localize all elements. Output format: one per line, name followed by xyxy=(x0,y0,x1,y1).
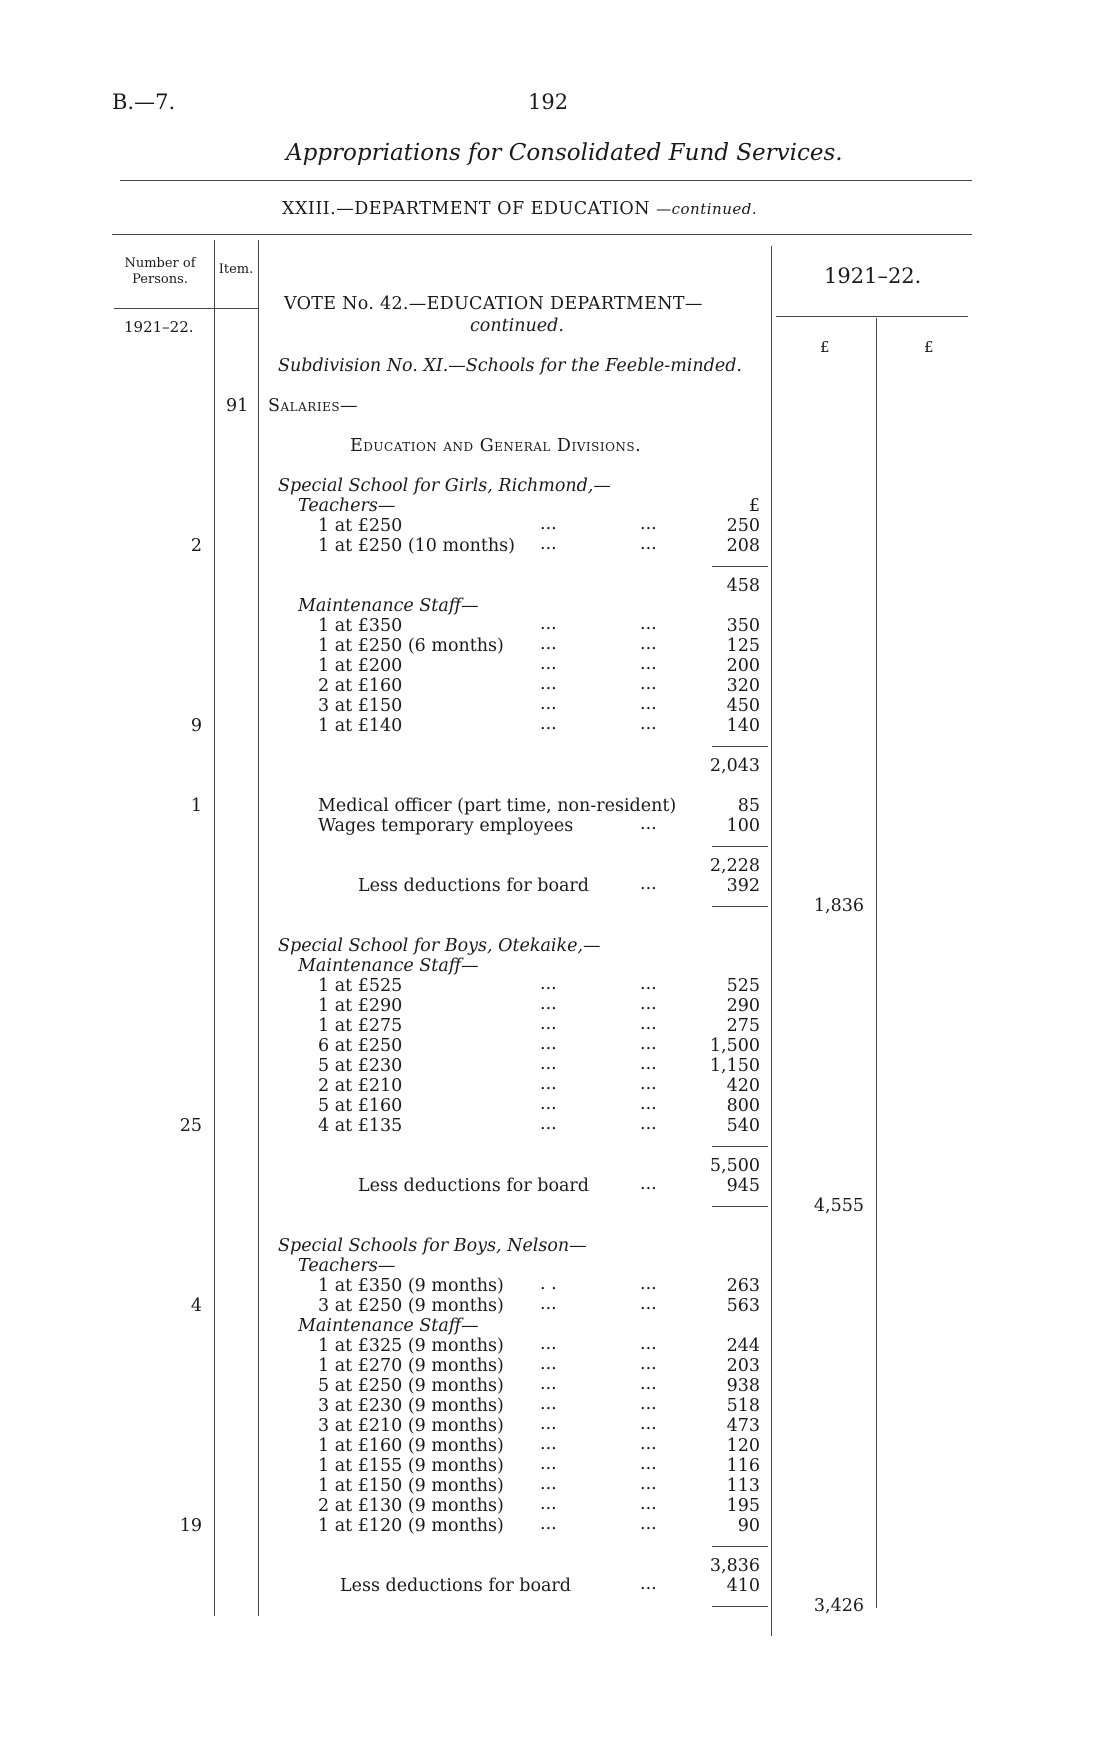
girls-net: 1,836 xyxy=(813,896,864,916)
sum-rule xyxy=(712,746,768,747)
otekaike-maint-desc: 1 at £290 xyxy=(318,996,403,1016)
otekaike-less-amount: 945 xyxy=(726,1176,760,1196)
table-top-rule xyxy=(112,234,972,235)
dots: ... xyxy=(640,1034,657,1054)
girls-wages-amount: 100 xyxy=(726,816,760,836)
girls-medical-persons: 1 xyxy=(190,796,202,816)
dots: ... xyxy=(640,1374,657,1394)
nelson-maint-desc: 1 at £160 (9 months) xyxy=(318,1436,504,1456)
nelson-maint-amount: 203 xyxy=(726,1356,760,1376)
otekaike-maint-desc: 1 at £525 xyxy=(318,976,403,996)
sum-rule xyxy=(712,1146,768,1147)
dots: ... xyxy=(540,534,557,554)
dots: ... xyxy=(540,1114,557,1134)
dots: ... xyxy=(640,1514,657,1534)
girls-maint-desc: 1 at £350 xyxy=(318,616,403,636)
otekaike-maint-amount: 540 xyxy=(726,1116,760,1136)
dots: ... xyxy=(640,1054,657,1074)
dots: ... xyxy=(540,994,557,1014)
girls-maint-desc: 1 at £200 xyxy=(318,656,403,676)
otekaike-maint-desc: 4 at £135 xyxy=(318,1116,403,1136)
dots: ... xyxy=(640,974,657,994)
header-persons-year: 1921–22. xyxy=(124,318,194,336)
page-code: B.—7. xyxy=(112,90,176,114)
otekaike-maint-desc: 1 at £275 xyxy=(318,1016,403,1036)
girls-subtotal: 2,043 xyxy=(709,756,760,776)
dots: ... xyxy=(640,1574,657,1594)
department-name: XXIII.—DEPARTMENT OF EDUCATION xyxy=(282,199,651,219)
sum-rule xyxy=(712,846,768,847)
girls-maint-amount: 125 xyxy=(726,636,760,656)
girls-maint-amount: 320 xyxy=(726,676,760,696)
dots: ... xyxy=(640,1414,657,1434)
dots: ... xyxy=(640,1174,657,1194)
nelson-teacher-amount: 563 xyxy=(726,1296,760,1316)
department-suffix: —continued. xyxy=(656,200,758,218)
otekaike-maintenance-label: Maintenance Staff— xyxy=(298,956,479,976)
nelson-net: 3,426 xyxy=(813,1596,864,1616)
dots: ... xyxy=(540,674,557,694)
nelson-total: 3,836 xyxy=(709,1556,760,1576)
otekaike-maint-amount: 275 xyxy=(726,1016,760,1036)
nelson-less-desc: Less deductions for board xyxy=(340,1576,571,1596)
girls-maint-desc: 3 at £150 xyxy=(318,696,403,716)
dots: ... xyxy=(540,634,557,654)
nelson-maintenance-label: Maintenance Staff— xyxy=(298,1316,479,1336)
otekaike-maint-amount: 290 xyxy=(726,996,760,1016)
sum-rule xyxy=(712,906,768,907)
dots: ... xyxy=(540,1434,557,1454)
otekaike-maint-desc: 5 at £230 xyxy=(318,1056,403,1076)
vote-continued: continued. xyxy=(470,316,564,336)
girls-maintenance-label: Maintenance Staff— xyxy=(298,596,479,616)
salaries-label: Salaries— xyxy=(268,396,359,416)
dots: ... xyxy=(640,1334,657,1354)
dots: ... xyxy=(540,1454,557,1474)
dots: ... xyxy=(640,994,657,1014)
sum-rule xyxy=(712,566,768,567)
girls-medical-amount: 85 xyxy=(737,796,760,816)
dots: ... xyxy=(540,1394,557,1414)
nelson-maint-desc: 1 at £120 (9 months) xyxy=(318,1516,504,1536)
dots: ... xyxy=(640,674,657,694)
header-year: 1921–22. xyxy=(824,264,922,288)
nelson-maint-amount: 113 xyxy=(726,1476,760,1496)
dots: ... xyxy=(540,1374,557,1394)
nelson-maint-amount: 120 xyxy=(726,1436,760,1456)
sum-rule xyxy=(712,1546,768,1547)
nelson-maint-amount: 244 xyxy=(726,1336,760,1356)
dots: ... xyxy=(640,534,657,554)
dots: ... xyxy=(640,714,657,734)
nelson-teachers-label: Teachers— xyxy=(298,1256,396,1276)
nelson-maint-amount: 518 xyxy=(726,1396,760,1416)
girls-teacher-desc: 1 at £250 xyxy=(318,516,403,536)
otekaike-maint-amount: 1,500 xyxy=(709,1036,760,1056)
dots: ... xyxy=(640,814,657,834)
nelson-heading: Special Schools for Boys, Nelson— xyxy=(278,1236,587,1256)
girls-medical-desc: Medical officer (part time, non-resident) xyxy=(318,796,677,816)
girls-maint-amount: 140 xyxy=(726,716,760,736)
nelson-maint-desc: 1 at £270 (9 months) xyxy=(318,1356,504,1376)
dots: ... xyxy=(540,714,557,734)
nelson-teacher-desc: 3 at £250 (9 months) xyxy=(318,1296,504,1316)
girls-maint-desc: 1 at £140 xyxy=(318,716,403,736)
dots: ... xyxy=(640,1014,657,1034)
girls-less-desc: Less deductions for board xyxy=(358,876,589,896)
dots: ... xyxy=(540,1494,557,1514)
otekaike-maint-desc: 6 at £250 xyxy=(318,1036,403,1056)
dots: ... xyxy=(540,1054,557,1074)
otekaike-maint-amount: 800 xyxy=(726,1096,760,1116)
girls-maint-amount: 450 xyxy=(726,696,760,716)
girls-maint-desc: 2 at £160 xyxy=(318,676,403,696)
col-divider-persons xyxy=(214,240,215,1616)
dots: ... xyxy=(640,1294,657,1314)
girls-teachers-label: Teachers— xyxy=(298,496,396,516)
dots: ... xyxy=(540,1354,557,1374)
girls-less-amount: 392 xyxy=(726,876,760,896)
dots: ... xyxy=(640,1354,657,1374)
nelson-less-amount: 410 xyxy=(726,1576,760,1596)
col-divider-subtotal xyxy=(876,318,877,1608)
header-pound-2: £ xyxy=(924,338,934,356)
year-header-rule xyxy=(776,316,968,317)
otekaike-maint-desc: 5 at £160 xyxy=(318,1096,403,1116)
otekaike-maint-amount: 1,150 xyxy=(709,1056,760,1076)
dots: ... xyxy=(540,514,557,534)
divisions-label: Education and General Divisions. xyxy=(350,436,642,456)
nelson-maint-desc: 1 at £325 (9 months) xyxy=(318,1336,504,1356)
dots: ... xyxy=(640,1094,657,1114)
dots: ... xyxy=(540,1074,557,1094)
nelson-maint-amount: 473 xyxy=(726,1416,760,1436)
nelson-maint-amount: 195 xyxy=(726,1496,760,1516)
otekaike-total: 5,500 xyxy=(709,1156,760,1176)
girls-pound-sign: £ xyxy=(748,496,760,516)
department-title xyxy=(282,199,757,219)
dots: ... xyxy=(640,514,657,534)
dots: ... xyxy=(640,1494,657,1514)
header-persons: Number of Persons. xyxy=(124,256,196,287)
girls-teachers-persons: 2 xyxy=(190,536,202,556)
girls-total: 2,228 xyxy=(709,856,760,876)
nelson-maint-desc: 2 at £130 (9 months) xyxy=(318,1496,504,1516)
dots: ... xyxy=(640,634,657,654)
dots: ... xyxy=(640,614,657,634)
dots: ... xyxy=(540,1414,557,1434)
girls-wages-desc: Wages temporary employees xyxy=(318,816,574,836)
otekaike-maint-amount: 420 xyxy=(726,1076,760,1096)
otekaike-net: 4,555 xyxy=(813,1196,864,1216)
dots: ... xyxy=(540,1034,557,1054)
dots: ... xyxy=(640,1074,657,1094)
dots: . . xyxy=(540,1274,557,1294)
col-divider-amount xyxy=(771,246,772,1636)
nelson-maint-desc: 3 at £230 (9 months) xyxy=(318,1396,504,1416)
nelson-maint-desc: 1 at £150 (9 months) xyxy=(318,1476,504,1496)
dots: ... xyxy=(540,1294,557,1314)
otekaike-maint-desc: 2 at £210 xyxy=(318,1076,403,1096)
dots: ... xyxy=(640,1114,657,1134)
dots: ... xyxy=(540,1334,557,1354)
dots: ... xyxy=(640,654,657,674)
girls-teachers-total: 458 xyxy=(726,576,760,596)
nelson-maint-desc: 3 at £210 (9 months) xyxy=(318,1416,504,1436)
girls-maintenance-persons: 9 xyxy=(190,716,202,736)
dots: ... xyxy=(540,1014,557,1034)
subdivision-title: Subdivision No. XI.—Schools for the Feeble-minded. xyxy=(278,356,742,376)
dots: ... xyxy=(540,974,557,994)
running-title: Appropriations for Consolidated Fund Services. xyxy=(286,140,843,166)
header-rule xyxy=(120,180,972,181)
sum-rule xyxy=(712,1606,768,1607)
otekaike-heading: Special School for Boys, Otekaike,— xyxy=(278,936,601,956)
nelson-maintenance-persons: 19 xyxy=(179,1516,202,1536)
dots: ... xyxy=(540,1094,557,1114)
nelson-maint-desc: 1 at £155 (9 months) xyxy=(318,1456,504,1476)
col-divider-item xyxy=(258,240,259,1616)
nelson-teachers-persons: 4 xyxy=(190,1296,202,1316)
dots: ... xyxy=(640,1274,657,1294)
dots: ... xyxy=(640,1454,657,1474)
dots: ... xyxy=(540,614,557,634)
header-item: Item. xyxy=(218,262,254,277)
page-number: 192 xyxy=(528,90,569,114)
girls-maint-amount: 200 xyxy=(726,656,760,676)
nelson-maint-desc: 5 at £250 (9 months) xyxy=(318,1376,504,1396)
otekaike-less-desc: Less deductions for board xyxy=(358,1176,589,1196)
girls-heading: Special School for Girls, Richmond,— xyxy=(278,476,611,496)
girls-teacher-amount: 208 xyxy=(726,536,760,556)
nelson-maint-amount: 116 xyxy=(726,1456,760,1476)
dots: ... xyxy=(540,694,557,714)
nelson-teacher-desc: 1 at £350 (9 months) xyxy=(318,1276,504,1296)
girls-maint-desc: 1 at £250 (6 months) xyxy=(318,636,504,656)
dots: ... xyxy=(640,694,657,714)
sum-rule xyxy=(712,1206,768,1207)
nelson-maint-amount: 938 xyxy=(726,1376,760,1396)
otekaike-persons: 25 xyxy=(179,1116,202,1136)
girls-teacher-desc: 1 at £250 (10 months) xyxy=(318,536,515,556)
otekaike-maint-amount: 525 xyxy=(726,976,760,996)
persons-header-rule xyxy=(114,308,258,309)
dots: ... xyxy=(540,1514,557,1534)
nelson-teacher-amount: 263 xyxy=(726,1276,760,1296)
dots: ... xyxy=(640,874,657,894)
item-number: 91 xyxy=(226,396,249,416)
girls-teacher-amount: 250 xyxy=(726,516,760,536)
nelson-maint-amount: 90 xyxy=(737,1516,760,1536)
dots: ... xyxy=(540,1474,557,1494)
header-pound-1: £ xyxy=(820,338,830,356)
girls-maint-amount: 350 xyxy=(726,616,760,636)
dots: ... xyxy=(640,1434,657,1454)
vote-title: VOTE No. 42.—EDUCATION DEPARTMENT— xyxy=(284,294,703,314)
dots: ... xyxy=(640,1394,657,1414)
dots: ... xyxy=(540,654,557,674)
dots: ... xyxy=(640,1474,657,1494)
